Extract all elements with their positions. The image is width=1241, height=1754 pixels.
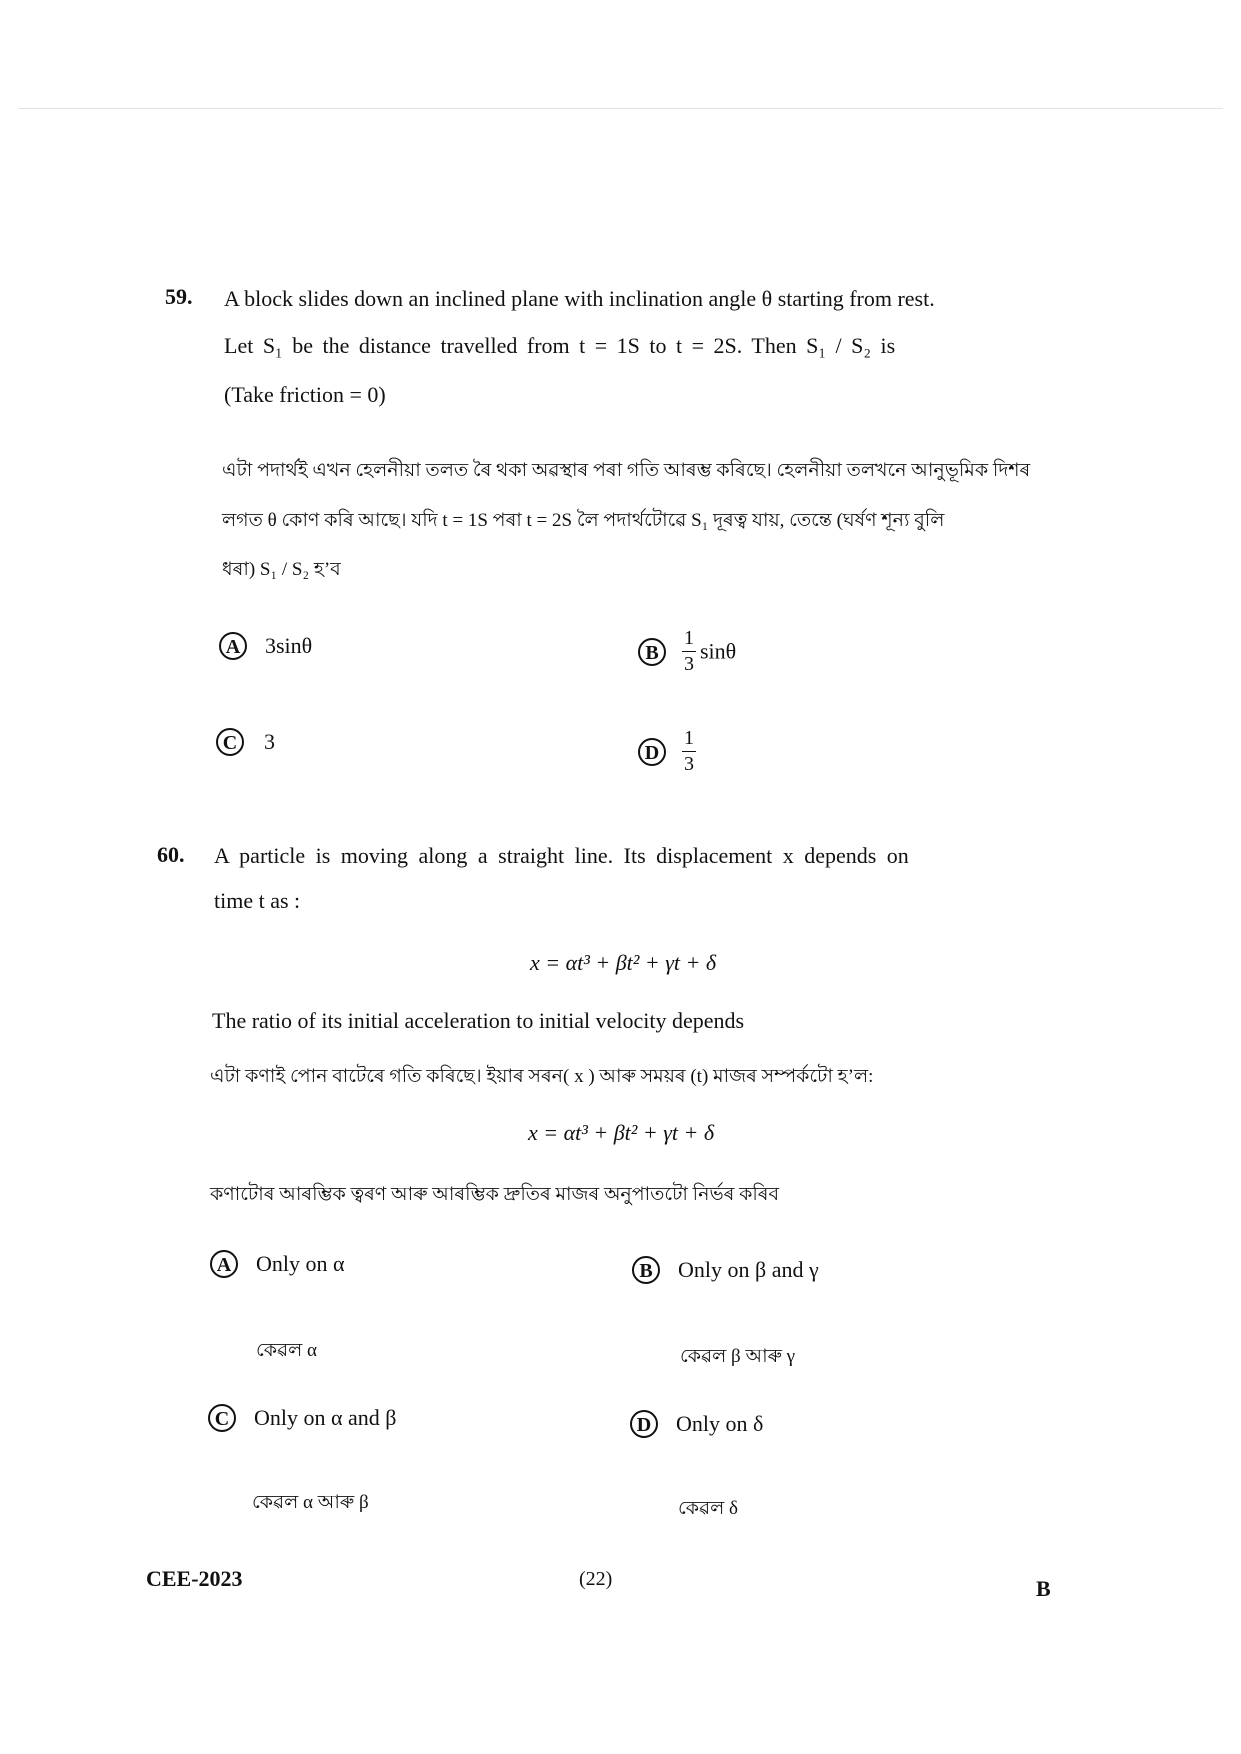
question-text-line: A particle is moving along a straight line. Its displacement x depends on (214, 843, 909, 868)
option-assamese-text: কেৱল δ (678, 1498, 738, 1519)
option-assamese-text: কেৱল β আৰু γ (680, 1346, 796, 1367)
equation: x = αt³ + βt² + γt + δ (530, 950, 717, 975)
option-letter-badge: D (638, 738, 666, 766)
option-text: sinθ (700, 638, 737, 664)
set-label: B (1036, 1576, 1051, 1601)
fraction-numerator: 1 (684, 727, 694, 749)
option-b[interactable] (632, 1256, 819, 1284)
assamese-text-line: কণাটোৰ আৰম্ভিক ত্বৰণ আৰু আৰম্ভিক দ্ৰুতিৰ মাজৰ অনুপাতটো নিৰ্ভৰ কৰিব (210, 1184, 780, 1205)
option-c[interactable] (216, 728, 275, 756)
option-a[interactable] (210, 1250, 345, 1278)
option-text: Only on β and γ (678, 1257, 819, 1282)
fraction-numerator: 1 (684, 627, 694, 649)
exam-code: CEE-2023 (146, 1566, 243, 1591)
option-letter-badge: C (216, 728, 244, 756)
option-b[interactable] (638, 628, 736, 675)
question-text-line: (Take friction = 0) (224, 382, 386, 407)
option-letter-badge: A (219, 632, 247, 660)
option-letter-badge: A (210, 1250, 238, 1278)
option-text: 3 (264, 729, 275, 754)
fraction-bar (682, 651, 696, 652)
top-rule (18, 108, 1223, 109)
fraction (682, 628, 696, 675)
option-letter-badge: D (630, 1410, 658, 1438)
option-a[interactable] (219, 632, 312, 660)
option-text: 3sinθ (265, 633, 313, 658)
option-letter-badge: B (632, 1256, 660, 1284)
fraction-denominator: 3 (684, 653, 694, 675)
option-assamese-text: কেৱল α আৰু β (252, 1492, 369, 1513)
option-text: Only on α (256, 1251, 345, 1276)
assamese-text-line: এটা পদাৰ্থই এখন হেলনীয়া তলত ৰৈ থকা অৱস্থাৰ পৰা গতি আৰম্ভ কৰিছে। হেলনীয়া তলখনে আনুভূমিক দিশৰ (222, 460, 1031, 481)
option-d[interactable] (630, 1410, 763, 1438)
assamese-text-line: ধৰা) S₁ / S₂ হ’ব (222, 559, 341, 580)
option-letter-badge: C (208, 1404, 236, 1432)
option-text: Only on δ (676, 1411, 764, 1436)
question-number: 59. (165, 284, 193, 309)
fraction-bar (682, 751, 696, 752)
page-number: (22) (579, 1568, 613, 1590)
question-number: 60. (157, 842, 185, 867)
question-text-line: time t as : (214, 888, 301, 913)
fraction-denominator: 3 (684, 753, 694, 775)
option-text: Only on α and β (254, 1405, 397, 1430)
option-d[interactable] (638, 728, 696, 775)
assamese-text-line: লগত θ কোণ কৰি আছে। যদি t = 1S পৰা t = 2S লৈ পদাৰ্থটোৱে S₁ দূৰত্ব যায়, তেন্তে (ঘৰ্ষণ শূন্য বুলি (222, 510, 945, 531)
option-letter-badge: B (638, 638, 666, 666)
question-text-line: Let S₁ be the distance travelled from t = 1S to t = 2S. Then S₁ / S₂ is (224, 333, 896, 358)
equation: x = αt³ + βt² + γt + δ (528, 1120, 715, 1145)
assamese-text-line: এটা কণাই পোন বাটেৰে গতি কৰিছে। ইয়াৰ সৰন( x ) আৰু সময়ৰ (t) মাজৰ সম্পৰ্কটো হ’ল: (210, 1066, 874, 1087)
option-assamese-text: কেৱল α (256, 1340, 317, 1361)
question-text-line: The ratio of its initial acceleration to initial velocity depends (212, 1008, 745, 1033)
fraction (682, 728, 696, 775)
option-c[interactable] (208, 1404, 396, 1432)
question-text-line: A block slides down an inclined plane with inclination angle θ starting from rest. (224, 286, 935, 311)
